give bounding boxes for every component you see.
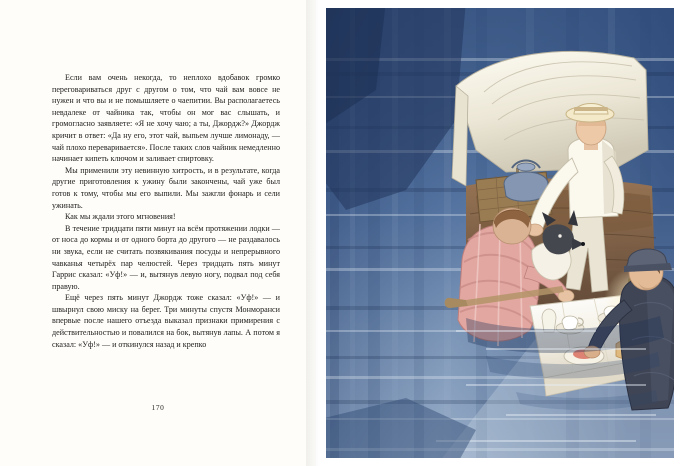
paragraph: В течение тридцати пяти минут на всём протяжении лодки — от носа до кормы и от одного борта до другого — не раздавалось ни звука, если не считать позвякивания посуды и непрерывного чавканья четырёх пар челюстей. Через тридцать пять минут Гаррис сказал: «Уф!» — и, вытянув левую ногу, подвал под себя правую. xyxy=(52,223,280,291)
left-text-page xyxy=(0,0,316,466)
paragraph: Если вам очень некогда, то неплохо вдобавок громко переговариваться друг с другом о том, что чай вам вовсе не нужен и что вы и не помышляете о чаепитии. Вы располагаетесь невдалеке от чайника так, чтобы он мог вас слышать, и громогласно заявляете: «Я не хочу чаю; а ты, Джордж?» Джордж кричит в ответ: «Да ну его, этот чай, выпьем лучше лимонаду, — чай плохо переваривается». После таких слов чайник немедленно начинает кипеть ключом и заливает спиртовку. xyxy=(52,73,280,164)
illustration-bleed-top xyxy=(316,0,680,8)
body-text xyxy=(52,72,280,350)
right-illustration-page xyxy=(316,0,680,466)
illustration-bleed-bottom xyxy=(316,458,680,466)
paragraph: Мы применили эту невинную хитрость, и в результате, когда другие приготовления к ужину были закончены, чай уже был готов к тому, чтобы мы его выпили. Мы зажгли фонарь и сели ужинать. xyxy=(52,165,280,210)
paragraph: Ещё через пять минут Джордж тоже сказал: «Уф!» — и швырнул свою миску на берег. Три минуты спустя Монморанси впервые после нашего отъезда выказал признаки примирения с действительностью и повалился на бок, вытянув лапы. А потом я сказал: «Уф!» — и откинулся назад и крепко xyxy=(52,293,280,349)
illustration-bleed-left xyxy=(316,0,326,466)
page-number: 170 xyxy=(151,403,165,412)
illustration-bleed-right xyxy=(674,0,680,466)
paragraph: Как мы ждали этого мгновения! xyxy=(65,212,176,222)
watercolor-boat-tea-illustration xyxy=(316,0,680,466)
